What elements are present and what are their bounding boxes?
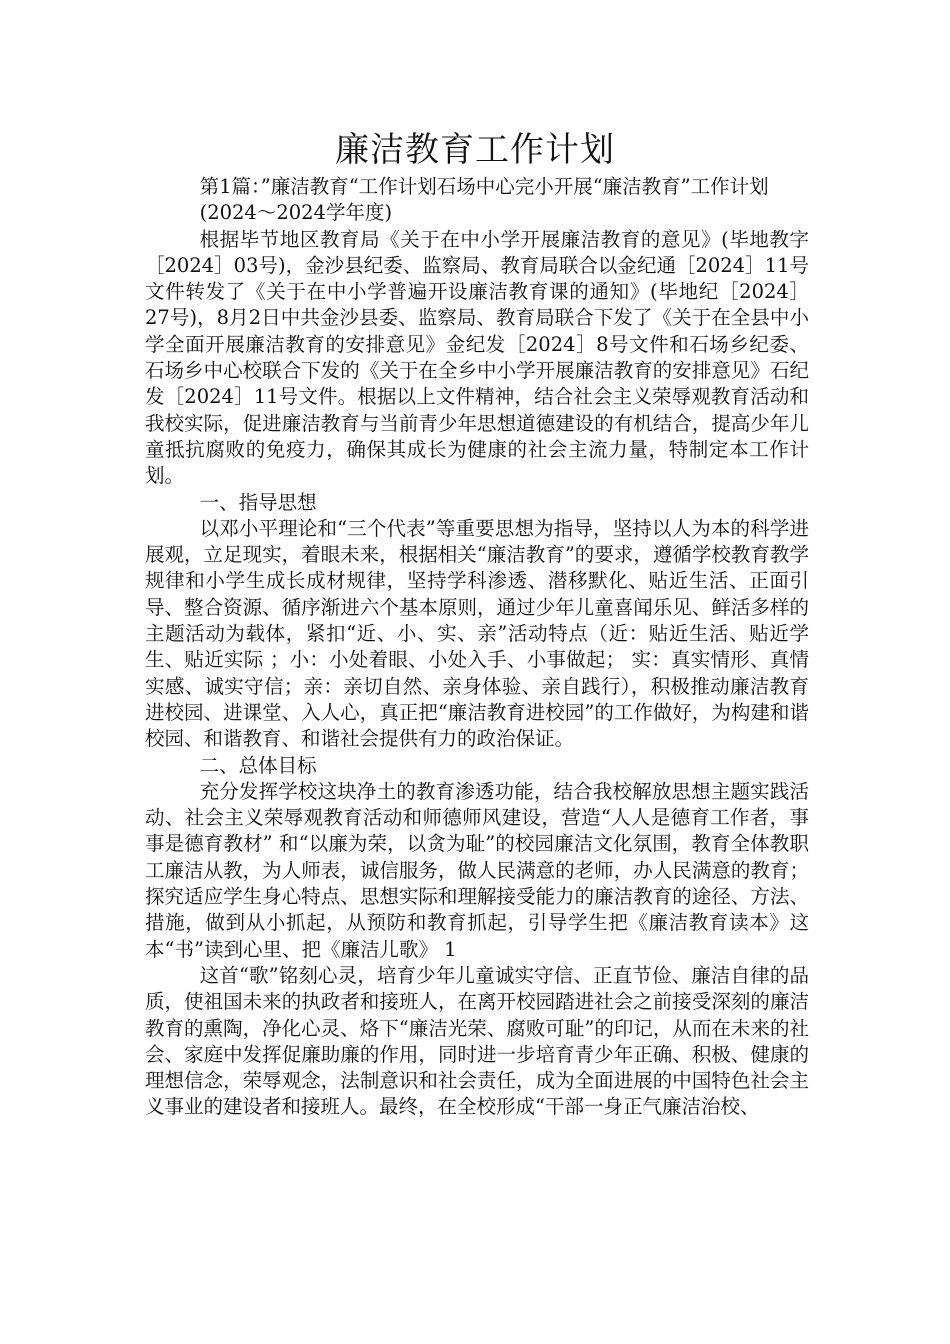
document-title: 廉洁教育工作计划 <box>335 130 615 170</box>
section-heading-overall-goals: 二、总体目标 <box>199 753 317 777</box>
body-paragraph: 充分发挥学校这块净土的教育渗透功能，结合我校解放思想主题实践活动、社会主义荣辱观教育活动和师德师风建设，营造“人人是德育工作者，事事是德育教材” 和“以廉为荣，以贪为耻”的校园廉洁文化氛围，教育全体教职工廉洁从教，为人师表，诚信服务，做人民满意的老师，办人民满意的教育；探究适应学生身心特点、思想实际和理解接受能力的廉洁教育的途径、方法、措施，做到从小抓起，从预防和教育抓起，引导学生把《廉洁教育读本》这本“书”读到心里、把《廉洁儿歌》 1 <box>145 779 809 961</box>
body-paragraph: 这首“歌”铭刻心灵，培育少年儿童诚实守信、正直节俭、廉洁自律的品质，使祖国未来的执政者和接班人，在离开校园踏进社会之前接受深刻的廉洁教育的熏陶，净化心灵、烙下“廉洁光荣、腐败可耻”的印记，从而在未来的社会、家庭中发挥促廉助廉的作用，同时进一步培育青少年正确、积极、健康的理想信念，荣辱观念，法制意识和社会责任，成为全面进展的中国特色社会主义事业的建设者和接班人。最终，在全校形成“干部一身正气廉洁治校、 <box>145 963 809 1119</box>
body-paragraph: 以邓小平理论和“三个代表”等重要思想为指导，坚持以人为本的科学进展观，立足现实，着眼未来，根据相关“廉洁教育”的要求，遵循学校教育教学规律和小学生成长成材规律，坚持学科渗透、潜移默化、贴近生活、正面引导、整合资源、循序渐进六个基本原则，通过少年儿童喜闻乐见、鲜活多样的主题活动为载体，紧扣“近、小、实、亲”活动特点（近：贴近生活、贴近学生、贴近实际 ；小：小处着眼、小处入手、小事做起； 实：真实情形、真情实感、诚实守信；亲：亲切自然、亲身体验、亲自践行），积极推动廉洁教育进校园、进课堂、入人心，真正把“廉洁教育进校园”的工作做好，为构建和谐校园、和谐教育、和谐社会提供有力的政治保证。 <box>145 516 809 751</box>
document-body <box>145 174 809 1121</box>
section-heading-guiding-ideology: 一、指导思想 <box>199 490 317 514</box>
intro-paragraph: 第1篇：”廉洁教育“工作计划石场中心完小开展“廉洁教育”工作计划 <box>199 175 769 198</box>
school-year-line: (2024～2024学年度) <box>199 201 393 225</box>
body-paragraph: 根据毕节地区教育局《关于在中小学开展廉洁教育的意见》(毕地教字［2024］03号)，金沙县纪委、监察局、教育局联合以金纪通［2024］11号文件转发了《关于在中小学普遍开设廉洁教育课的通知》(毕地纪［2024］27号)，8月2日中共金沙县委、监察局、教育局联合下发了《关于在全县中小学全面开展廉洁教育的安排意见》金纪发［2024］8号文件和石场乡纪委、石场乡中心校联合下发的《关于在全乡中小学开展廉洁教育的安排意见》石纪发［2024］11号文件。根据以上文件精神，结合社会主义荣辱观教育活动和我校实际，促进廉洁教育与当前青少年思想道德建设的有机结合，提高少年儿童抵抗腐败的免疫力，确保其成长为健康的社会主流力量，特制定本工作计划。 <box>145 227 809 488</box>
